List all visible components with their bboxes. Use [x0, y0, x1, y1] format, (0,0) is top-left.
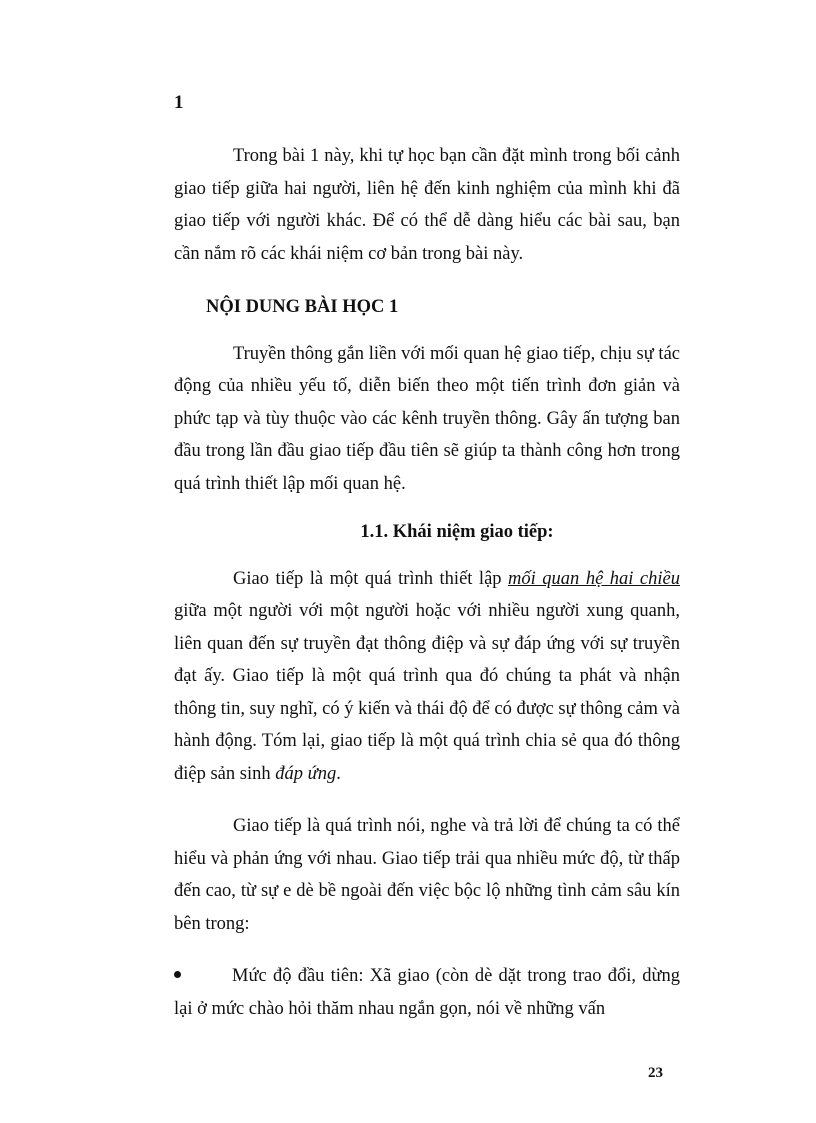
bullet-item-text: Mức độ đầu tiên: Xã giao (còn dè dặt trong trao đổi, dừng lại ở mức chào hỏi thăm nhau ngắn gọn, nói về những vấn	[174, 966, 680, 1019]
levels-intro-paragraph: Giao tiếp là quá trình nói, nghe và trả lời để chúng ta có thể hiểu và phản ứng với nhau. Giao tiếp trải qua nhiều mức độ, từ thấp đến cao, từ sự e dè bề ngoài đến việc bộc lộ những tình cảm sâu kín bên trong:	[174, 816, 680, 934]
definition-text-2: giữa một người với một người hoặc với nhiều người xung quanh, liên quan đến sự truyền đạt thông điệp và sự đáp ứng với sự truyền đạt ấy. Giao tiếp là một quá trình qua đó chúng ta phát và nhận thông tin, suy nghĩ, có ý kiến và thái độ để có được sự thông cảm và hành động. Tóm lại, giao tiếp là một quá trình chia sẻ qua đó thông điệp sản sinh	[174, 601, 680, 784]
section-intro-paragraph: Truyền thông gắn liền với mối quan hệ giao tiếp, chịu sự tác động của nhiều yếu tố, diễn biến theo một tiến trình đơn giản và phức tạp và tùy thuộc vào các kênh truyền thông. Gây ấn tượng ban đầu trong lần đầu giao tiếp đầu tiên sẽ giúp ta thành công hơn trong quá trình thiết lập mối quan hệ.	[174, 343, 680, 494]
section-heading: NỘI DUNG BÀI HỌC 1	[206, 297, 399, 317]
page-number: 23	[648, 1065, 663, 1081]
definition-text-3: .	[336, 763, 341, 784]
bullet-item-level-1	[174, 960, 680, 1025]
bullet-icon	[174, 960, 232, 993]
chapter-number: 1	[174, 92, 184, 113]
subsection-heading: 1.1. Khái niệm giao tiếp:	[360, 522, 554, 542]
definition-emphasis-two-way: mối quan hệ hai chiều	[508, 568, 680, 589]
definition-text-1: Giao tiếp là một quá trình thiết lập	[233, 568, 509, 589]
intro-paragraph: Trong bài 1 này, khi tự học bạn cần đặt mình trong bối cảnh giao tiếp giữa hai người, liên hệ đến kinh nghiệm của mình khi đã giao tiếp với người khác. Để có thể dễ dàng hiểu các bài sau, bạn cần nắm rõ các khái niệm cơ bản trong bài này.	[174, 146, 680, 264]
definition-paragraph	[174, 563, 680, 791]
page-body	[174, 140, 680, 1025]
definition-emphasis-response: đáp ứng	[275, 763, 337, 784]
